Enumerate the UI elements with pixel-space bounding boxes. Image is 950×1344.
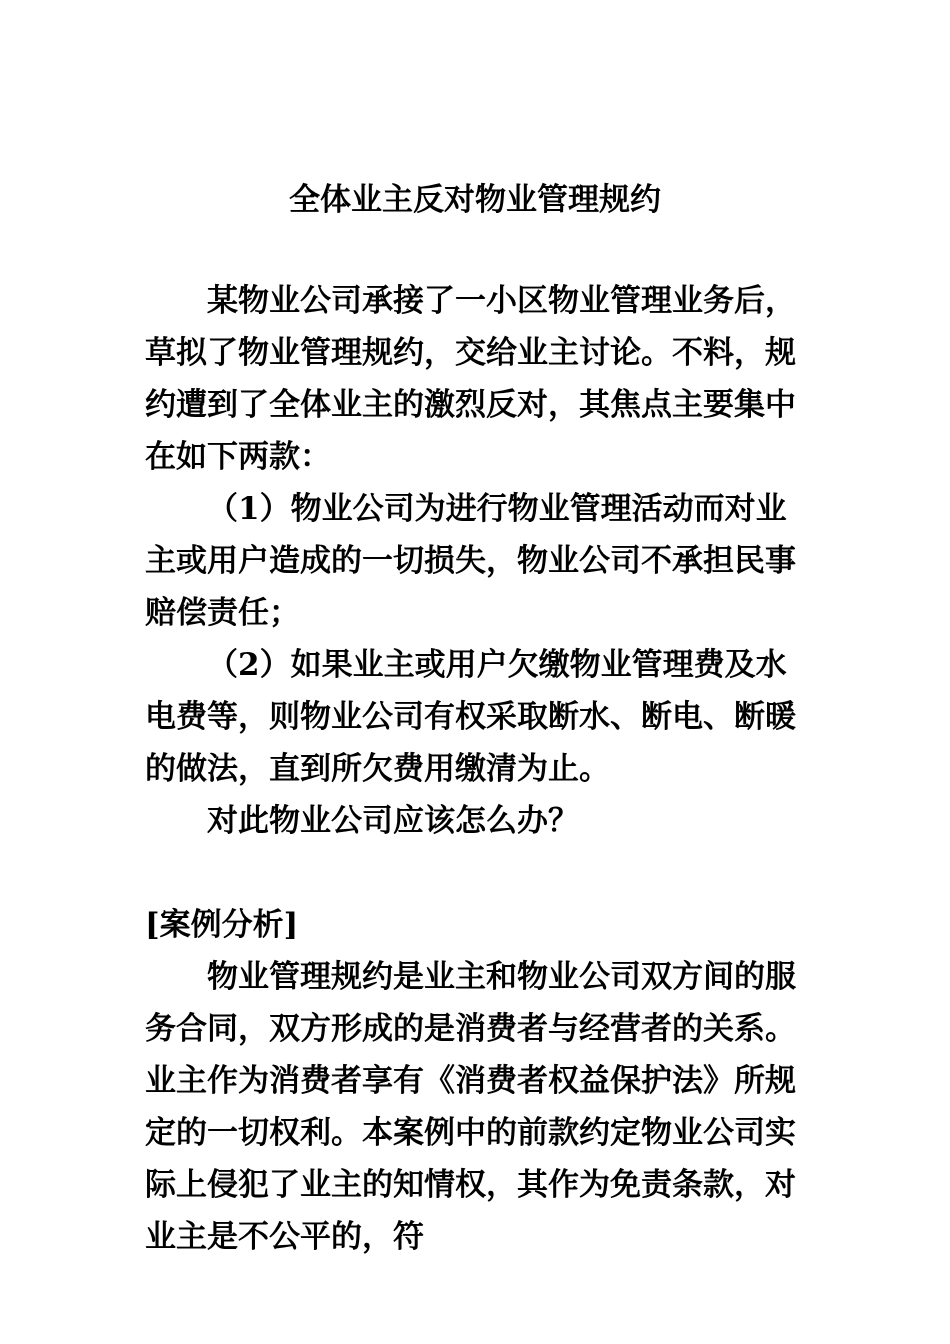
document-title: 全体业主反对物业管理规约 — [289, 182, 661, 218]
case-question: 对此物业公司应该怎么办？ — [207, 803, 579, 839]
analysis-heading: [案例分析] — [145, 907, 299, 943]
document-body — [145, 275, 807, 1263]
analysis-paragraph: 物业管理规约是业主和物业公司双方间的服务合同，双方形成的是消费者与经营者的关系。业主作为消费者享有《消费者权益保护法》所规定的一切权利。本案例中的前款约定物业公司实际上侵犯了业主的知情权，其作为免责条款，对业主是不公平的，符 — [145, 959, 796, 1255]
case-clause-2: （2）如果业主或用户欠缴物业管理费及水电费等，则物业公司有权采取断水、断电、断暖的做法，直到所欠费用缴清为止。 — [145, 647, 796, 787]
blank-line — [145, 847, 807, 899]
case-paragraph-intro: 某物业公司承接了一小区物业管理业务后，草拟了物业管理规约，交给业主讨论。不料，规约遭到了全体业主的激烈反对，其焦点主要集中在如下两款： — [145, 283, 796, 475]
case-clause-1: （1）物业公司为进行物业管理活动而对业主或用户造成的一切损失，物业公司不承担民事赔偿责任； — [145, 491, 796, 631]
